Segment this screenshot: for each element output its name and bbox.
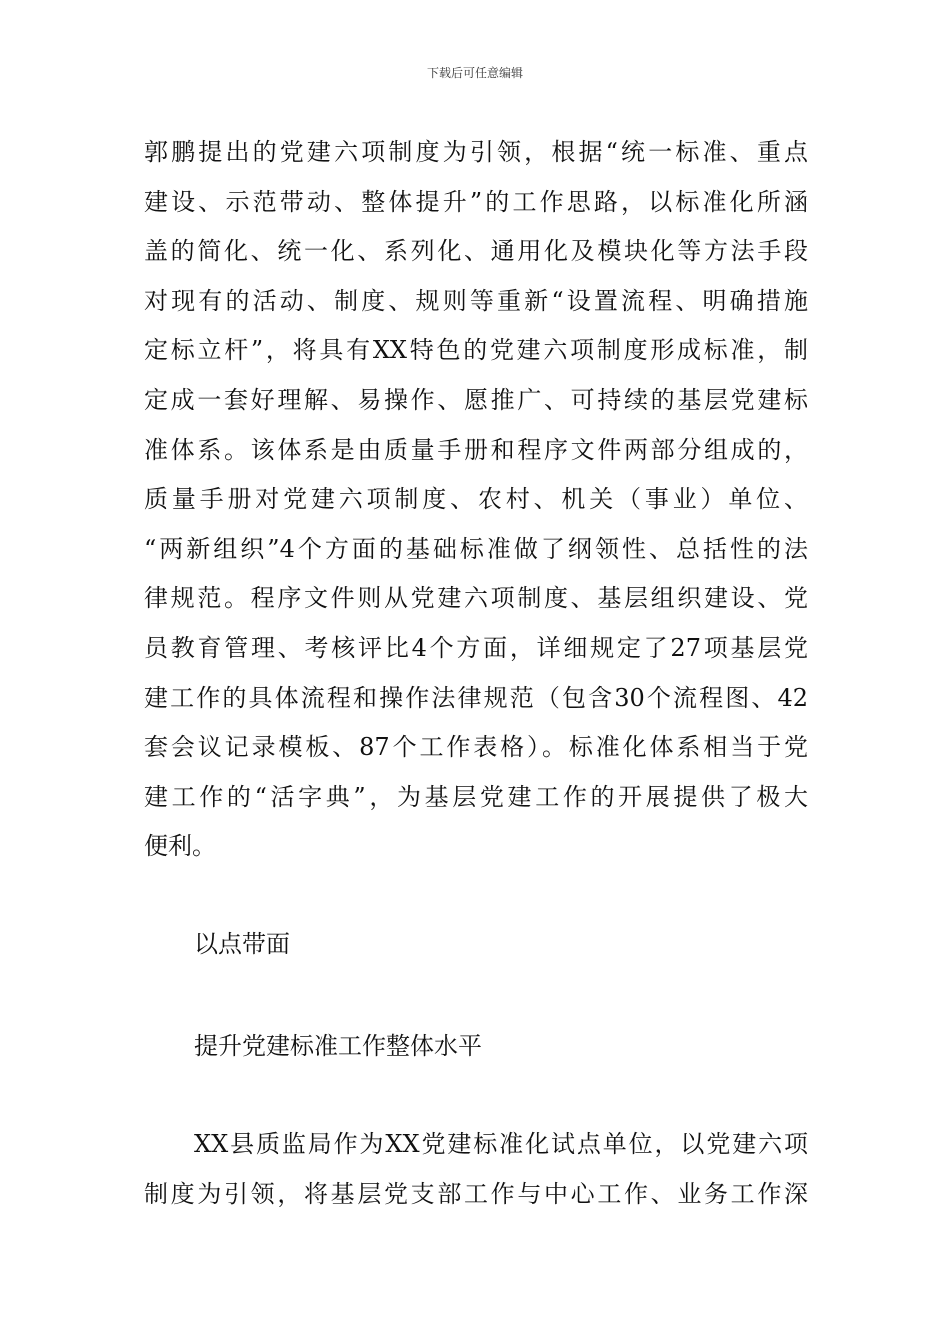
paragraph-line: “两新组织”4个方面的基础标准做了纲领性、总括性的法	[144, 534, 808, 563]
paragraph-line: 律规范。程序文件则从党建六项制度、基层组织建设、党	[144, 584, 808, 613]
paragraph-line: 质量手册对党建六项制度、农村、机关（事业）单位、	[144, 485, 808, 514]
paragraph-line: XX县质监局作为XX党建标准化试点单位，以党建六项	[194, 1130, 808, 1158]
paragraph-line: 便利。	[144, 832, 216, 861]
paragraph-line: 准体系。该体系是由质量手册和程序文件两部分组成的，	[144, 435, 808, 464]
paragraph-line: 定标立杆”，将具有XX特色的党建六项制度形成标准，制	[144, 336, 808, 365]
paragraph-line: 建设、示范带动、整体提升”的工作思路，以标准化所涵	[144, 187, 808, 216]
paragraph-line: 套会议记录模板、87个工作表格）。标准化体系相当于党	[144, 733, 808, 762]
body-paragraph-2	[144, 1120, 808, 1219]
paragraph-line: 员教育管理、考核评比4个方面，详细规定了27项基层党	[144, 633, 808, 662]
paragraph-line: 建工作的“活字典”，为基层党建工作的开展提供了极大	[144, 782, 808, 811]
paragraph-line: 盖的简化、统一化、系列化、通用化及模块化等方法手段	[144, 237, 808, 266]
body-paragraph-1	[144, 128, 808, 872]
section-subheading: 提升党建标准工作整体水平	[194, 1032, 482, 1060]
paragraph-line: 建工作的具体流程和操作法律规范（包含30个流程图、42	[144, 683, 808, 712]
paragraph-line: 对现有的活动、制度、规则等重新“设置流程、明确措施	[144, 286, 808, 315]
paragraph-line: 制度为引领，将基层党支部工作与中心工作、业务工作深	[144, 1179, 808, 1208]
page-header: 下载后可任意编辑	[426, 66, 523, 80]
section-heading: 以点带面	[194, 930, 290, 958]
paragraph-line: 郭鹏提出的党建六项制度为引领，根据“统一标准、重点	[144, 138, 808, 166]
paragraph-line: 定成一套好理解、易操作、愿推广、可持续的基层党建标	[144, 385, 808, 414]
